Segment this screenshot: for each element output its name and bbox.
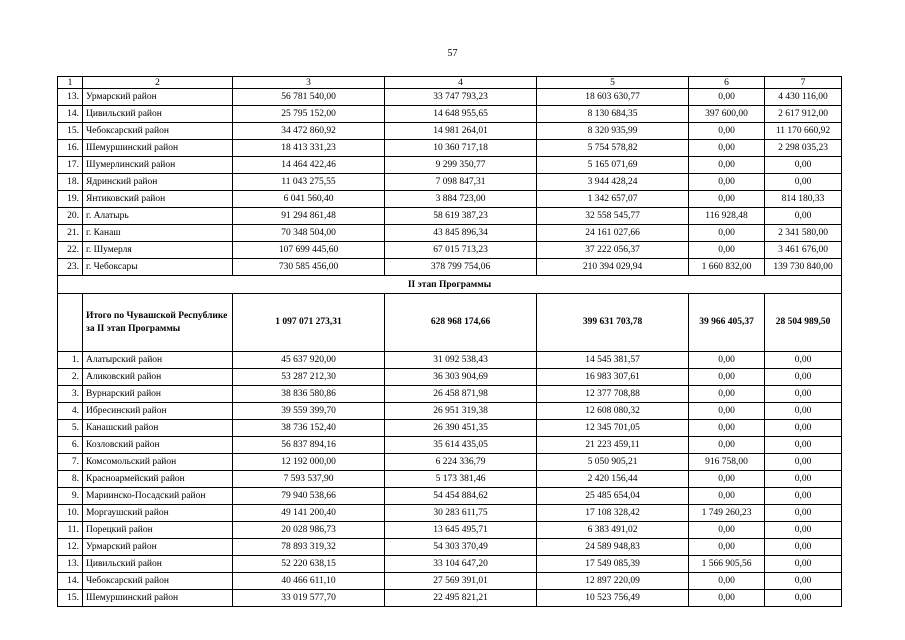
value-cell: 0,00 (689, 191, 765, 208)
table-row (58, 556, 842, 573)
value-cell: 18 603 630,77 (537, 89, 689, 106)
value-cell: 54 303 370,49 (385, 539, 537, 556)
value-cell: 0,00 (689, 471, 765, 488)
value-cell: 12 377 708,88 (537, 386, 689, 403)
table-row (58, 573, 842, 590)
district-name-cell: Ядринский район (83, 174, 233, 191)
value-cell: 20 028 986,73 (233, 522, 385, 539)
value-cell: 0,00 (689, 174, 765, 191)
district-name-cell: Алатырский район (83, 352, 233, 369)
column-number-cell: 1 (58, 77, 83, 89)
value-cell: 56 837 894,16 (233, 437, 385, 454)
district-name-cell: г. Алатырь (83, 208, 233, 225)
district-name-cell: г. Канаш (83, 225, 233, 242)
table-row (58, 505, 842, 522)
district-name-cell: Шемуршинский район (83, 590, 233, 607)
value-cell: 11 170 660,92 (765, 123, 842, 140)
district-name-cell: Красноармейский район (83, 471, 233, 488)
value-cell: 91 294 861,48 (233, 208, 385, 225)
value-cell: 36 303 904,69 (385, 369, 537, 386)
row-number-cell: 13. (58, 89, 83, 106)
value-cell: 2 420 156,44 (537, 471, 689, 488)
table-row (58, 123, 842, 140)
value-cell: 45 637 920,00 (233, 352, 385, 369)
value-cell: 107 699 445,60 (233, 242, 385, 259)
table-row (58, 488, 842, 505)
row-number-cell: 17. (58, 157, 83, 174)
value-cell: 43 845 896,34 (385, 225, 537, 242)
value-cell: 24 589 948,83 (537, 539, 689, 556)
district-name-cell: Комсомольский район (83, 454, 233, 471)
value-cell: 3 884 723,00 (385, 191, 537, 208)
value-cell: 0,00 (765, 539, 842, 556)
value-cell: 0,00 (765, 157, 842, 174)
row-number-cell: 13. (58, 556, 83, 573)
value-cell: 916 758,00 (689, 454, 765, 471)
district-name-cell: Чебоксарский район (83, 573, 233, 590)
column-number-cell: 2 (83, 77, 233, 89)
value-cell: 1 749 260,23 (689, 505, 765, 522)
value-cell: 7 593 537,90 (233, 471, 385, 488)
value-cell: 2 341 580,00 (765, 225, 842, 242)
value-cell: 12 608 080,32 (537, 403, 689, 420)
row-number-cell: 7. (58, 454, 83, 471)
value-cell: 0,00 (689, 386, 765, 403)
section-title-row (58, 276, 842, 294)
value-cell: 14 545 381,57 (537, 352, 689, 369)
value-cell: 54 454 884,62 (385, 488, 537, 505)
value-cell: 37 222 056,37 (537, 242, 689, 259)
value-cell: 0,00 (689, 488, 765, 505)
value-cell: 22 495 821,21 (385, 590, 537, 607)
table-row (58, 140, 842, 157)
row-number-cell: 9. (58, 488, 83, 505)
district-name-cell: Порецкий район (83, 522, 233, 539)
value-cell: 0,00 (765, 174, 842, 191)
value-cell: 32 558 545,77 (537, 208, 689, 225)
value-cell: 67 015 713,23 (385, 242, 537, 259)
total-value-cell: 28 504 989,50 (765, 294, 842, 352)
value-cell: 2 298 035,23 (765, 140, 842, 157)
value-cell: 33 747 793,23 (385, 89, 537, 106)
value-cell: 0,00 (689, 522, 765, 539)
value-cell: 0,00 (765, 386, 842, 403)
row-number-cell: 15. (58, 123, 83, 140)
value-cell: 397 600,00 (689, 106, 765, 123)
value-cell: 1 566 905,56 (689, 556, 765, 573)
value-cell: 49 141 200,40 (233, 505, 385, 522)
column-number-cell: 3 (233, 77, 385, 89)
value-cell: 0,00 (689, 89, 765, 106)
value-cell: 10 360 717,18 (385, 140, 537, 157)
value-cell: 11 043 275,55 (233, 174, 385, 191)
table-row (58, 225, 842, 242)
value-cell: 24 161 027,66 (537, 225, 689, 242)
district-name-cell: Аликовский район (83, 369, 233, 386)
value-cell: 210 394 029,94 (537, 259, 689, 276)
district-name-cell: Цивильский район (83, 556, 233, 573)
value-cell: 21 223 459,11 (537, 437, 689, 454)
district-name-cell: Вурнарский район (83, 386, 233, 403)
value-cell: 26 951 319,38 (385, 403, 537, 420)
row-number-cell: 11. (58, 522, 83, 539)
value-cell: 0,00 (689, 242, 765, 259)
district-name-cell: Урмарский район (83, 539, 233, 556)
value-cell: 70 348 504,00 (233, 225, 385, 242)
value-cell: 38 736 152,40 (233, 420, 385, 437)
value-cell: 8 320 935,99 (537, 123, 689, 140)
value-cell: 0,00 (689, 369, 765, 386)
page-number: 57 (447, 48, 458, 59)
value-cell: 0,00 (765, 454, 842, 471)
table-row (58, 454, 842, 471)
value-cell: 139 730 840,00 (765, 259, 842, 276)
row-number-cell: 19. (58, 191, 83, 208)
table-row (58, 403, 842, 420)
value-cell: 0,00 (689, 123, 765, 140)
table-row (58, 437, 842, 454)
column-number-cell: 4 (385, 77, 537, 89)
value-cell: 3 461 676,00 (765, 242, 842, 259)
value-cell: 0,00 (765, 352, 842, 369)
value-cell: 14 981 264,01 (385, 123, 537, 140)
value-cell: 5 173 381,46 (385, 471, 537, 488)
table-row (58, 259, 842, 276)
table-row (58, 352, 842, 369)
value-cell: 13 645 495,71 (385, 522, 537, 539)
table-row (58, 106, 842, 123)
district-name-cell: Канашский район (83, 420, 233, 437)
value-cell: 0,00 (689, 140, 765, 157)
total-value-cell: 399 631 703,78 (537, 294, 689, 352)
value-cell: 25 485 654,04 (537, 488, 689, 505)
table-row (58, 539, 842, 556)
value-cell: 378 799 754,06 (385, 259, 537, 276)
row-number-cell: 10. (58, 505, 83, 522)
row-number-cell: 2. (58, 369, 83, 386)
total-label: Итого по Чувашской Республике за II этап Программы (83, 294, 233, 352)
value-cell: 730 585 456,00 (233, 259, 385, 276)
value-cell: 78 893 319,32 (233, 539, 385, 556)
column-number-cell: 5 (537, 77, 689, 89)
district-name-cell: Урмарский район (83, 89, 233, 106)
column-number-row (58, 77, 842, 89)
row-number-cell: 14. (58, 106, 83, 123)
value-cell: 10 523 756,49 (537, 590, 689, 607)
value-cell: 12 192 000,00 (233, 454, 385, 471)
value-cell: 33 104 647,20 (385, 556, 537, 573)
value-cell: 39 559 399,70 (233, 403, 385, 420)
row-number-cell: 18. (58, 174, 83, 191)
value-cell: 5 050 905,21 (537, 454, 689, 471)
row-number-cell: 16. (58, 140, 83, 157)
section-title: II этап Программы (58, 276, 842, 294)
value-cell: 53 287 212,30 (233, 369, 385, 386)
value-cell: 116 928,48 (689, 208, 765, 225)
table-row (58, 590, 842, 607)
value-cell: 12 345 701,05 (537, 420, 689, 437)
value-cell: 0,00 (765, 437, 842, 454)
column-number-cell: 7 (765, 77, 842, 89)
row-number-cell: 23. (58, 259, 83, 276)
value-cell: 0,00 (689, 225, 765, 242)
district-name-cell: Шумерлинский район (83, 157, 233, 174)
value-cell: 31 092 538,43 (385, 352, 537, 369)
value-cell: 0,00 (689, 352, 765, 369)
value-cell: 56 781 540,00 (233, 89, 385, 106)
district-name-cell: Цивильский район (83, 106, 233, 123)
district-name-cell: Чебоксарский район (83, 123, 233, 140)
district-name-cell: Шемуршинский район (83, 140, 233, 157)
row-number-cell: 20. (58, 208, 83, 225)
value-cell: 16 983 307,61 (537, 369, 689, 386)
value-cell: 0,00 (689, 157, 765, 174)
value-cell: 0,00 (765, 403, 842, 420)
value-cell: 0,00 (765, 488, 842, 505)
row-number-cell: 1. (58, 352, 83, 369)
row-number-cell: 6. (58, 437, 83, 454)
value-cell: 4 430 116,00 (765, 89, 842, 106)
row-number-cell: 12. (58, 539, 83, 556)
value-cell: 14 464 422,46 (233, 157, 385, 174)
value-cell: 26 458 871,98 (385, 386, 537, 403)
value-cell: 0,00 (765, 556, 842, 573)
row-number-cell: 8. (58, 471, 83, 488)
row-number-cell: 5. (58, 420, 83, 437)
value-cell: 8 130 684,35 (537, 106, 689, 123)
value-cell: 6 383 491,02 (537, 522, 689, 539)
value-cell: 58 619 387,23 (385, 208, 537, 225)
value-cell: 0,00 (689, 590, 765, 607)
value-cell: 40 466 611,10 (233, 573, 385, 590)
value-cell: 0,00 (765, 573, 842, 590)
table-row (58, 174, 842, 191)
value-cell: 52 220 638,15 (233, 556, 385, 573)
value-cell: 0,00 (689, 403, 765, 420)
value-cell: 814 180,33 (765, 191, 842, 208)
row-number-cell: 21. (58, 225, 83, 242)
table-row (58, 420, 842, 437)
district-name-cell: Ибресинский район (83, 403, 233, 420)
value-cell: 0,00 (765, 208, 842, 225)
value-cell: 5 754 578,82 (537, 140, 689, 157)
table-row (58, 157, 842, 174)
value-cell: 27 569 391,01 (385, 573, 537, 590)
value-cell: 0,00 (765, 471, 842, 488)
value-cell: 0,00 (689, 420, 765, 437)
value-cell: 0,00 (765, 369, 842, 386)
row-number-cell: 4. (58, 403, 83, 420)
district-name-cell: г. Шумерля (83, 242, 233, 259)
value-cell: 35 614 435,05 (385, 437, 537, 454)
total-value-cell: 1 097 071 273,31 (233, 294, 385, 352)
row-number-cell: 14. (58, 573, 83, 590)
value-cell: 0,00 (689, 573, 765, 590)
value-cell: 6 224 336,79 (385, 454, 537, 471)
district-name-cell: Янтиковский район (83, 191, 233, 208)
value-cell: 1 660 832,00 (689, 259, 765, 276)
district-name-cell: Мариинско-Посадский район (83, 488, 233, 505)
value-cell: 33 019 577,70 (233, 590, 385, 607)
funding-table (57, 76, 842, 607)
value-cell: 17 549 085,39 (537, 556, 689, 573)
table-row (58, 522, 842, 539)
table-row (58, 369, 842, 386)
value-cell: 18 413 331,23 (233, 140, 385, 157)
value-cell: 7 098 847,31 (385, 174, 537, 191)
total-value-cell: 39 966 405,37 (689, 294, 765, 352)
row-number-cell: 22. (58, 242, 83, 259)
total-row (58, 294, 842, 352)
value-cell: 2 617 912,00 (765, 106, 842, 123)
value-cell: 0,00 (689, 539, 765, 556)
value-cell: 3 944 428,24 (537, 174, 689, 191)
district-name-cell: Моргаушский район (83, 505, 233, 522)
value-cell: 79 940 538,66 (233, 488, 385, 505)
value-cell: 14 648 955,65 (385, 106, 537, 123)
value-cell: 0,00 (689, 437, 765, 454)
total-value-cell: 628 968 174,66 (385, 294, 537, 352)
value-cell: 26 390 451,35 (385, 420, 537, 437)
value-cell: 0,00 (765, 505, 842, 522)
table-row (58, 386, 842, 403)
value-cell: 9 299 350,77 (385, 157, 537, 174)
value-cell: 25 795 152,00 (233, 106, 385, 123)
column-number-cell: 6 (689, 77, 765, 89)
value-cell: 17 108 328,42 (537, 505, 689, 522)
value-cell: 38 836 580,86 (233, 386, 385, 403)
row-number-cell: 3. (58, 386, 83, 403)
value-cell: 0,00 (765, 590, 842, 607)
table-row (58, 191, 842, 208)
value-cell: 12 897 220,09 (537, 573, 689, 590)
row-number-cell (58, 294, 83, 352)
value-cell: 34 472 860,92 (233, 123, 385, 140)
value-cell: 1 342 657,07 (537, 191, 689, 208)
value-cell: 30 283 611,75 (385, 505, 537, 522)
value-cell: 0,00 (765, 420, 842, 437)
table-row (58, 208, 842, 225)
table-row (58, 89, 842, 106)
value-cell: 6 041 560,40 (233, 191, 385, 208)
table-row (58, 242, 842, 259)
row-number-cell: 15. (58, 590, 83, 607)
district-name-cell: Козловский район (83, 437, 233, 454)
table-row (58, 471, 842, 488)
value-cell: 0,00 (765, 522, 842, 539)
value-cell: 5 165 071,69 (537, 157, 689, 174)
district-name-cell: г. Чебоксары (83, 259, 233, 276)
